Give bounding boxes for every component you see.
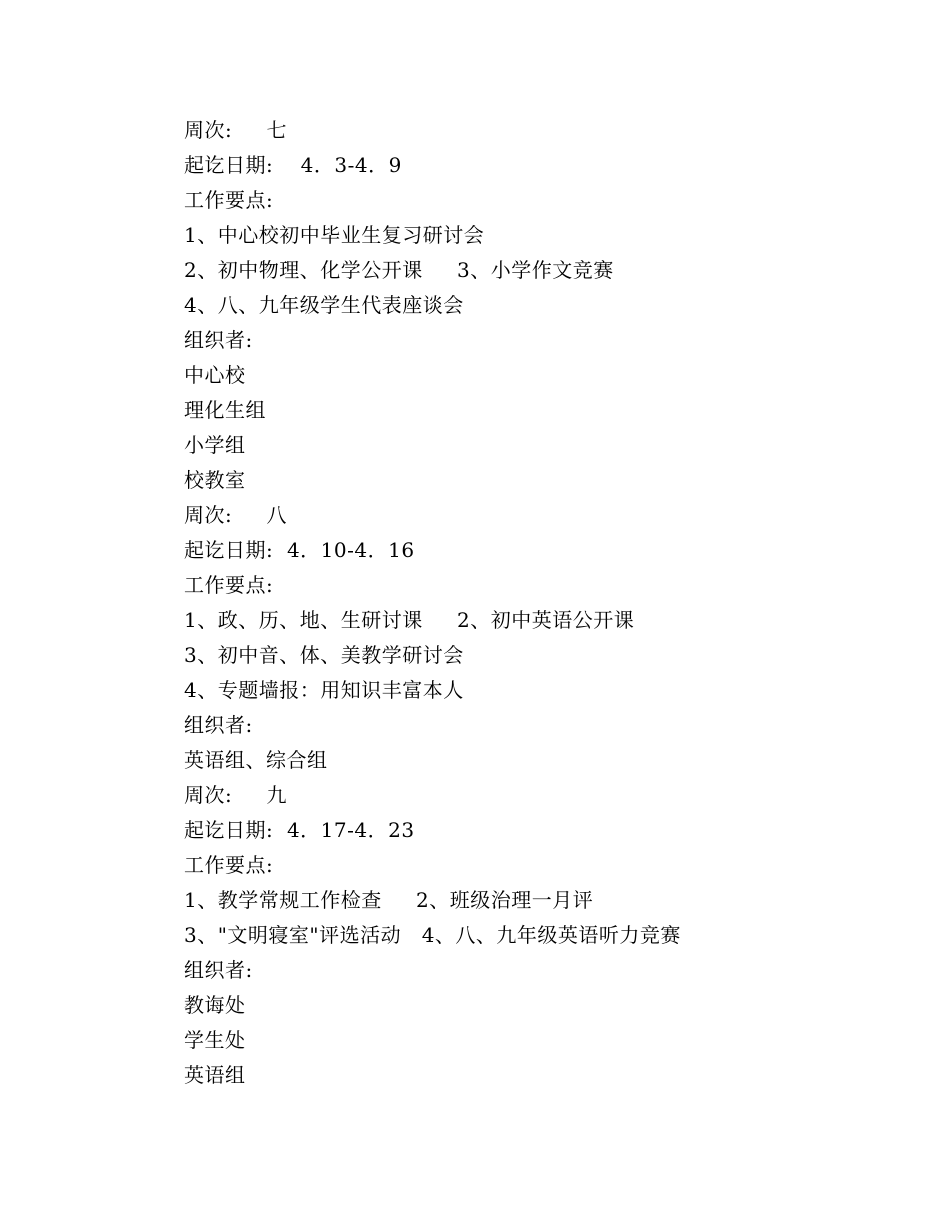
organizer-7-2: 理化生组 (184, 398, 266, 422)
document-body (184, 113, 884, 1093)
work-point-8-2: 3、初中音、体、美教学研讨会 (184, 643, 464, 667)
organizer-heading-9: 组织者: (184, 958, 253, 982)
organizer-7-4: 校教室 (184, 468, 246, 492)
organizer-9-2: 学生处 (184, 1028, 246, 1052)
week-label-8: 周次: 八 (184, 503, 288, 527)
work-point-8-1: 1、政、历、地、生研讨课 2、初中英语公开课 (184, 608, 635, 632)
organizer-9-3: 英语组 (184, 1063, 246, 1087)
date-range-9: 起讫日期: 4．17-4．23 (184, 818, 415, 842)
organizer-8-1: 英语组、综合组 (184, 748, 328, 772)
organizer-heading-8: 组织者: (184, 713, 253, 737)
organizer-heading-7: 组织者: (184, 328, 253, 352)
work-points-heading-9: 工作要点: (184, 853, 274, 877)
work-point-8-3: 4、专题墙报：用知识丰富本人 (184, 678, 464, 702)
work-point-7-3: 4、八、九年级学生代表座谈会 (184, 293, 464, 317)
organizer-7-1: 中心校 (184, 363, 246, 387)
work-points-heading-8: 工作要点: (184, 573, 274, 597)
week-label-7: 周次: 七 (184, 118, 288, 142)
work-point-7-2: 2、初中物理、化学公开课 3、小学作文竞赛 (184, 258, 614, 282)
work-point-7-1: 1、中心校初中毕业生复习研讨会 (184, 223, 485, 247)
work-point-9-1: 1、教学常规工作检查 2、班级治理一月评 (184, 888, 594, 912)
date-range-7: 起讫日期: 4．3-4．9 (184, 153, 402, 177)
work-point-9-2: 3、"文明寝室"评选活动 4、八、九年级英语听力竞赛 (184, 923, 681, 947)
organizer-9-1: 教诲处 (184, 993, 246, 1017)
organizer-7-3: 小学组 (184, 433, 246, 457)
work-points-heading-7: 工作要点: (184, 188, 274, 212)
date-range-8: 起讫日期: 4．10-4．16 (184, 538, 415, 562)
week-label-9: 周次: 九 (184, 783, 288, 807)
